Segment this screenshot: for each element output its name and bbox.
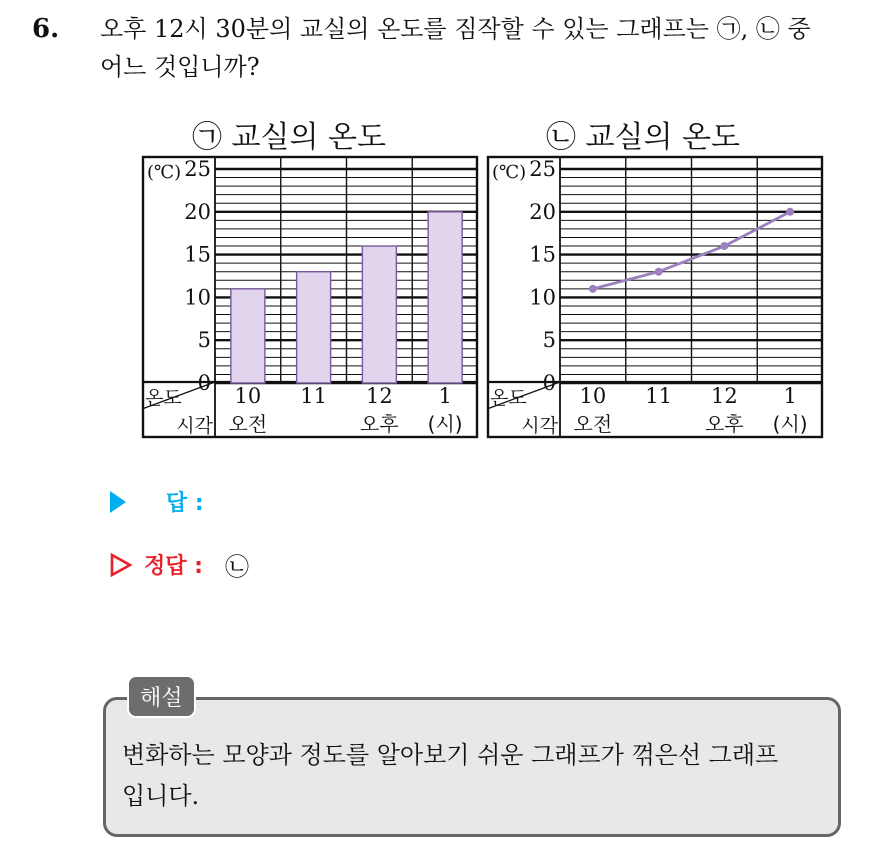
x-tick-label: 1 — [783, 384, 797, 408]
x-tick-label: 11 — [645, 384, 672, 408]
y-tick-label: 15 — [529, 242, 556, 267]
bar — [231, 289, 265, 383]
triangle-filled-icon — [110, 491, 126, 513]
chart-1-title: ㉠ 교실의 온도 — [192, 120, 386, 155]
bar-chart — [142, 156, 478, 438]
y-tick-label: 5 — [197, 328, 211, 353]
x-sublabel: 오후 — [705, 412, 744, 436]
y-tick-label: 10 — [529, 285, 556, 310]
line-chart — [487, 156, 823, 438]
y-tick-label: 10 — [184, 285, 211, 310]
corner-label-bottom: 시각 — [521, 415, 558, 437]
answer-label: 답 : — [166, 491, 204, 516]
y-tick-label: 5 — [542, 328, 556, 353]
x-tick-label: 12 — [366, 384, 393, 408]
x-sublabel: (시) — [427, 412, 463, 436]
explanation-text-line2: 입니다. — [122, 782, 200, 810]
x-tick-label: 11 — [300, 384, 327, 408]
correct-answer-value: ㉡ — [224, 553, 249, 581]
data-point — [720, 242, 728, 250]
y-tick-label: 20 — [184, 199, 211, 224]
correct-answer-row — [110, 547, 249, 582]
chart-2-title: ㉡ 교실의 온도 — [546, 120, 740, 155]
correct-answer-label: 정답 : — [144, 554, 203, 579]
x-sublabel: 오전 — [228, 412, 268, 436]
x-tick-label: 10 — [579, 384, 607, 408]
x-sublabel: (시) — [772, 412, 808, 436]
y-tick-label: 20 — [529, 199, 556, 224]
data-point — [786, 208, 794, 216]
y-tick-label: 25 — [529, 157, 556, 181]
x-tick-label: 10 — [234, 384, 262, 408]
question-text-line2: 어느 것입니까? — [100, 53, 260, 81]
bar — [428, 212, 462, 383]
y-unit-label: (℃) — [147, 162, 182, 183]
corner-label-top: 온도 — [490, 387, 527, 409]
x-tick-label: 12 — [711, 384, 738, 408]
bar — [297, 272, 331, 383]
explanation-tag: 해설 — [127, 675, 196, 718]
triangle-outline-icon — [110, 553, 132, 577]
corner-label-top: 온도 — [145, 387, 182, 409]
x-tick-label: 1 — [438, 384, 452, 408]
explanation-text-line1: 변화하는 모양과 정도를 알아보기 쉬운 그래프가 꺾은선 그래프 — [122, 741, 779, 769]
y-tick-label: 0 — [197, 371, 211, 395]
question-text-line1: 오후 12시 30분의 교실의 온도를 짐작할 수 있는 그래프는 ㉠, ㉡ 중 — [100, 15, 811, 43]
data-point — [589, 285, 597, 293]
bar — [362, 246, 396, 383]
data-point — [655, 268, 663, 276]
corner-label-bottom: 시각 — [176, 415, 213, 437]
x-sublabel: 오전 — [573, 412, 613, 436]
y-tick-label: 0 — [542, 371, 556, 395]
question-number: 6. — [32, 14, 60, 44]
y-tick-label: 25 — [184, 157, 211, 181]
y-tick-label: 15 — [184, 242, 211, 267]
y-unit-label: (℃) — [492, 162, 527, 183]
answer-row — [110, 486, 204, 517]
x-sublabel: 오후 — [360, 412, 399, 436]
